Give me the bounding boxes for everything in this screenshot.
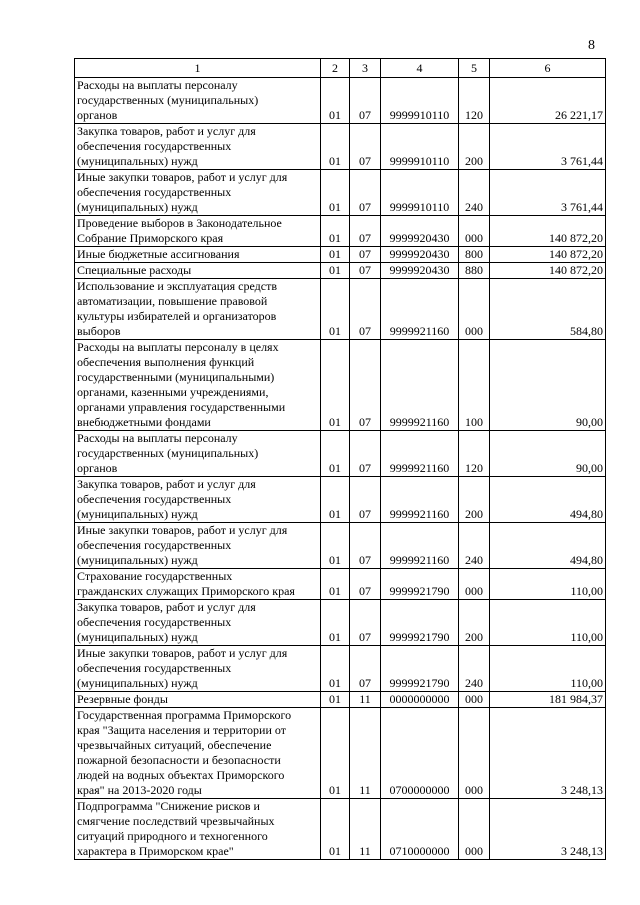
table-row: [75, 708, 606, 799]
page-number: 8: [588, 38, 595, 53]
row-description-line: Закупка товаров, работ и услуг для: [77, 477, 256, 491]
header-cell: 2: [321, 59, 350, 78]
row-description-line: пожарной безопасности и безопасности: [77, 753, 281, 767]
row-description: [75, 279, 321, 340]
section-code: 01: [321, 124, 350, 170]
section-code: 01: [321, 279, 350, 340]
row-description-line: обеспечения государственных: [77, 661, 232, 675]
header-cell: 1: [75, 59, 321, 78]
expense-type-code: 240: [459, 170, 490, 216]
row-description: [75, 124, 321, 170]
amount: 140 872,20: [490, 263, 606, 279]
expense-type-code: 120: [459, 78, 490, 124]
section-code: 01: [321, 340, 350, 431]
subsection-code: 07: [350, 600, 381, 646]
row-description-line: Собрание Приморского края: [77, 231, 224, 245]
row-description-line: гражданских служащих Приморского края: [77, 584, 295, 598]
amount: 494,80: [490, 477, 606, 523]
table-row: [75, 124, 606, 170]
budget-table: [74, 58, 606, 860]
section-code: 01: [321, 170, 350, 216]
target-article-code: 9999921790: [381, 646, 459, 692]
expense-type-code: 100: [459, 340, 490, 431]
subsection-code: 07: [350, 263, 381, 279]
target-article-code: 9999910110: [381, 124, 459, 170]
target-article-code: 9999921160: [381, 523, 459, 569]
row-description-line: государственными (муниципальными): [77, 370, 275, 384]
target-article-code: 9999920430: [381, 263, 459, 279]
row-description-line: Иные закупки товаров, работ и услуг для: [77, 646, 288, 660]
target-article-code: 9999910110: [381, 170, 459, 216]
section-code: 01: [321, 799, 350, 860]
target-article-code: 0700000000: [381, 708, 459, 799]
row-description-line: чрезвычайных ситуаций, обеспечение: [77, 738, 272, 752]
target-article-code: 9999921160: [381, 279, 459, 340]
subsection-code: 07: [350, 279, 381, 340]
header-cell: 5: [459, 59, 490, 78]
table-body: [75, 78, 606, 860]
amount: 3 761,44: [490, 124, 606, 170]
section-code: 01: [321, 247, 350, 263]
row-description-line: края "Защита населения и территории от: [77, 723, 286, 737]
row-description-line: государственных (муниципальных): [77, 446, 259, 460]
row-description-line: Иные закупки товаров, работ и услуг для: [77, 170, 288, 184]
row-description-line: (муниципальных) нужд: [77, 630, 198, 644]
header-cell: 4: [381, 59, 459, 78]
header-cell: 6: [490, 59, 606, 78]
amount: 110,00: [490, 646, 606, 692]
table-row: [75, 431, 606, 477]
row-description: [75, 263, 321, 279]
subsection-code: 07: [350, 523, 381, 569]
section-code: 01: [321, 569, 350, 600]
row-description-line: края" на 2013-2020 годы: [77, 783, 202, 797]
expense-type-code: 240: [459, 646, 490, 692]
table-row: [75, 170, 606, 216]
row-description-line: Иные бюджетные ассигнования: [77, 247, 240, 261]
table-row: [75, 78, 606, 124]
row-description-line: Расходы на выплаты персоналу: [77, 78, 238, 92]
row-description-line: Закупка товаров, работ и услуг для: [77, 124, 256, 138]
amount: 3 761,44: [490, 170, 606, 216]
section-code: 01: [321, 216, 350, 247]
row-description-line: (муниципальных) нужд: [77, 553, 198, 567]
row-description-line: Специальные расходы: [77, 263, 192, 277]
subsection-code: 07: [350, 170, 381, 216]
row-description-line: Закупка товаров, работ и услуг для: [77, 600, 256, 614]
row-description-line: Государственная программа Приморского: [77, 708, 292, 722]
row-description-line: характера в Приморском крае": [77, 844, 234, 858]
row-description-line: ситуаций природного и техногенного: [77, 829, 268, 843]
amount: 110,00: [490, 600, 606, 646]
subsection-code: 07: [350, 646, 381, 692]
row-description-line: автоматизации, повышение правовой: [77, 294, 268, 308]
table-row: [75, 646, 606, 692]
row-description: [75, 431, 321, 477]
amount: 3 248,13: [490, 799, 606, 860]
subsection-code: 11: [350, 692, 381, 708]
expense-type-code: 000: [459, 216, 490, 247]
row-description: [75, 523, 321, 569]
row-description: [75, 78, 321, 124]
table-row: [75, 263, 606, 279]
expense-type-code: 000: [459, 279, 490, 340]
target-article-code: 9999921160: [381, 477, 459, 523]
target-article-code: 9999920430: [381, 247, 459, 263]
expense-type-code: 240: [459, 523, 490, 569]
expense-type-code: 000: [459, 692, 490, 708]
header-cell: 3: [350, 59, 381, 78]
row-description-line: Страхование государственных: [77, 569, 233, 583]
row-description: [75, 692, 321, 708]
row-description-line: Иные закупки товаров, работ и услуг для: [77, 523, 288, 537]
section-code: 01: [321, 692, 350, 708]
amount: 140 872,20: [490, 247, 606, 263]
row-description-line: органами управления государственными: [77, 400, 286, 414]
row-description-line: людей на водных объектах Приморского: [77, 768, 285, 782]
row-description: [75, 477, 321, 523]
amount: 110,00: [490, 569, 606, 600]
row-description: [75, 216, 321, 247]
row-description-line: Подпрограмма "Снижение рисков и: [77, 799, 260, 813]
table-row: [75, 600, 606, 646]
row-description-line: обеспечения государственных: [77, 185, 232, 199]
row-description-line: органами, казенными учреждениями,: [77, 385, 269, 399]
subsection-code: 07: [350, 78, 381, 124]
subsection-code: 11: [350, 708, 381, 799]
table-row: [75, 799, 606, 860]
expense-type-code: 120: [459, 431, 490, 477]
row-description: [75, 799, 321, 860]
row-description-line: культуры избирателей и организаторов: [77, 309, 277, 323]
row-description: [75, 340, 321, 431]
table-row: [75, 477, 606, 523]
subsection-code: 07: [350, 431, 381, 477]
row-description: [75, 646, 321, 692]
amount: 494,80: [490, 523, 606, 569]
row-description-line: Расходы на выплаты персоналу в целях: [77, 340, 279, 354]
subsection-code: 07: [350, 477, 381, 523]
expense-type-code: 200: [459, 124, 490, 170]
row-description-line: выборов: [77, 324, 121, 338]
row-description-line: государственных (муниципальных): [77, 93, 259, 107]
table-row: [75, 340, 606, 431]
row-description: [75, 569, 321, 600]
header-row: [75, 59, 606, 78]
amount: 181 984,37: [490, 692, 606, 708]
target-article-code: 9999921790: [381, 569, 459, 600]
section-code: 01: [321, 600, 350, 646]
amount: 90,00: [490, 431, 606, 477]
table-row: [75, 692, 606, 708]
table-row: [75, 569, 606, 600]
amount: 26 221,17: [490, 78, 606, 124]
expense-type-code: 000: [459, 799, 490, 860]
row-description: [75, 170, 321, 216]
row-description-line: органов: [77, 461, 118, 475]
expense-type-code: 200: [459, 600, 490, 646]
target-article-code: 9999921160: [381, 431, 459, 477]
row-description-line: (муниципальных) нужд: [77, 200, 198, 214]
row-description-line: (муниципальных) нужд: [77, 676, 198, 690]
target-article-code: 0710000000: [381, 799, 459, 860]
subsection-code: 07: [350, 247, 381, 263]
row-description-line: обеспечения государственных: [77, 139, 232, 153]
row-description: [75, 600, 321, 646]
subsection-code: 07: [350, 124, 381, 170]
row-description-line: органов: [77, 108, 118, 122]
section-code: 01: [321, 646, 350, 692]
amount: 140 872,20: [490, 216, 606, 247]
row-description: [75, 708, 321, 799]
row-description-line: внебюджетными фондами: [77, 415, 211, 429]
row-description-line: смягчение последствий чрезвычайных: [77, 814, 275, 828]
target-article-code: 0000000000: [381, 692, 459, 708]
target-article-code: 9999910110: [381, 78, 459, 124]
expense-type-code: 880: [459, 263, 490, 279]
subsection-code: 11: [350, 799, 381, 860]
row-description-line: Расходы на выплаты персоналу: [77, 431, 238, 445]
target-article-code: 9999921790: [381, 600, 459, 646]
subsection-code: 07: [350, 216, 381, 247]
expense-type-code: 800: [459, 247, 490, 263]
row-description-line: (муниципальных) нужд: [77, 507, 198, 521]
row-description: [75, 247, 321, 263]
section-code: 01: [321, 523, 350, 569]
section-code: 01: [321, 78, 350, 124]
section-code: 01: [321, 263, 350, 279]
expense-type-code: 200: [459, 477, 490, 523]
subsection-code: 07: [350, 569, 381, 600]
table-row: [75, 216, 606, 247]
expense-type-code: 000: [459, 708, 490, 799]
table-row: [75, 247, 606, 263]
expense-type-code: 000: [459, 569, 490, 600]
row-description-line: обеспечения государственных: [77, 538, 232, 552]
amount: 90,00: [490, 340, 606, 431]
row-description-line: Проведение выборов в Законодательное: [77, 216, 282, 230]
table-row: [75, 523, 606, 569]
row-description-line: Резервные фонды: [77, 692, 168, 706]
row-description-line: обеспечения государственных: [77, 615, 232, 629]
row-description-line: Использование и эксплуатация средств: [77, 279, 278, 293]
target-article-code: 9999920430: [381, 216, 459, 247]
row-description-line: обеспечения выполнения функций: [77, 355, 255, 369]
amount: 584,80: [490, 279, 606, 340]
subsection-code: 07: [350, 340, 381, 431]
section-code: 01: [321, 431, 350, 477]
table-row: [75, 279, 606, 340]
section-code: 01: [321, 708, 350, 799]
row-description-line: обеспечения государственных: [77, 492, 232, 506]
section-code: 01: [321, 477, 350, 523]
row-description-line: (муниципальных) нужд: [77, 154, 198, 168]
amount: 3 248,13: [490, 708, 606, 799]
target-article-code: 9999921160: [381, 340, 459, 431]
